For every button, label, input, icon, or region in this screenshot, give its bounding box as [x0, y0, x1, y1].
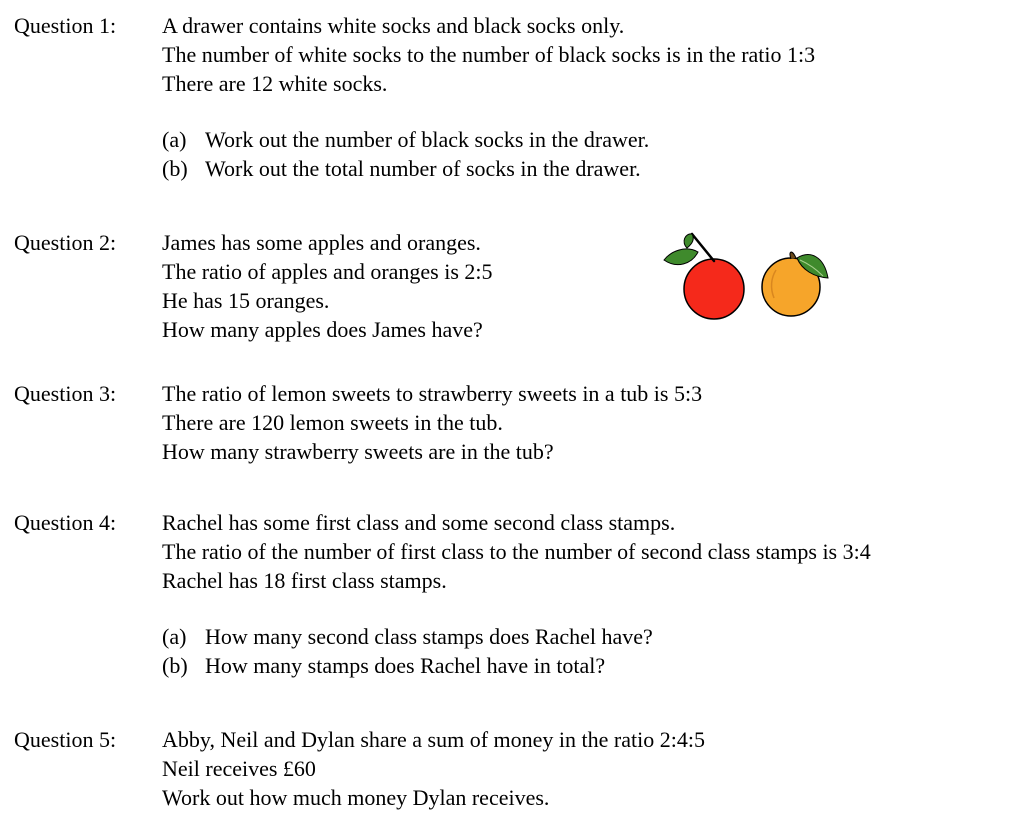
question-4-part-a-text: How many second class stamps does Rachel have? [205, 624, 653, 649]
question-4-part-a [162, 622, 871, 651]
question-3-label: Question 3: [14, 381, 117, 406]
question-1-line-2: The number of white socks to the number of black socks is in the ratio 1:3 [162, 42, 816, 67]
question-4-part-b [162, 651, 871, 680]
question-4-label: Question 4: [14, 510, 117, 535]
fruit-illustration [654, 228, 834, 324]
question-1-part-a-text: Work out the number of black socks in the drawer. [205, 127, 650, 152]
question-4-line-2: The ratio of the number of first class to the number of second class stamps is 3:4 [162, 539, 871, 564]
question-1-label: Question 1: [14, 13, 117, 38]
question-1-part-b-text: Work out the total number of socks in the drawer. [205, 156, 641, 181]
question-4-line-1: Rachel has some first class and some second class stamps. [162, 510, 676, 535]
orange-icon [762, 252, 828, 316]
question-1-line-3: There are 12 white socks. [162, 71, 388, 96]
question-1-part-a [162, 125, 815, 154]
question-4-body [162, 508, 871, 680]
question-2-line-2: The ratio of apples and oranges is 2:5 [162, 259, 493, 284]
question-4-part-b-text: How many stamps does Rachel have in total? [205, 653, 606, 678]
question-5-line-2: Neil receives £60 [162, 756, 316, 781]
question-3-line-1: The ratio of lemon sweets to strawberry sweets in a tub is 5:3 [162, 381, 703, 406]
question-5-label: Question 5: [14, 727, 117, 752]
question-1-line-1: A drawer contains white socks and black socks only. [162, 13, 625, 38]
question-2-body [162, 228, 493, 344]
question-3-line-3: How many strawberry sweets are in the tub? [162, 439, 554, 464]
question-1-part-b-tag: (b) [162, 156, 188, 181]
question-2-line-1: James has some apples and oranges. [162, 230, 481, 255]
question-4-line-3: Rachel has 18 first class stamps. [162, 568, 447, 593]
question-3-body [162, 379, 702, 466]
question-5-body [162, 725, 705, 812]
question-1-part-b [162, 154, 815, 183]
question-2-line-3: He has 15 oranges. [162, 288, 330, 313]
question-4-part-b-tag: (b) [162, 653, 188, 678]
question-5-line-3: Work out how much money Dylan receives. [162, 785, 550, 810]
question-1-body [162, 11, 815, 183]
question-3-line-2: There are 120 lemon sweets in the tub. [162, 410, 503, 435]
question-4-part-a-tag: (a) [162, 624, 187, 649]
question-5-line-1: Abby, Neil and Dylan share a sum of money in the ratio 2:4:5 [162, 727, 705, 752]
question-2-label: Question 2: [14, 230, 117, 255]
apple-icon [664, 234, 744, 319]
question-1-part-a-tag: (a) [162, 127, 187, 152]
question-2-line-4: How many apples does James have? [162, 317, 483, 342]
